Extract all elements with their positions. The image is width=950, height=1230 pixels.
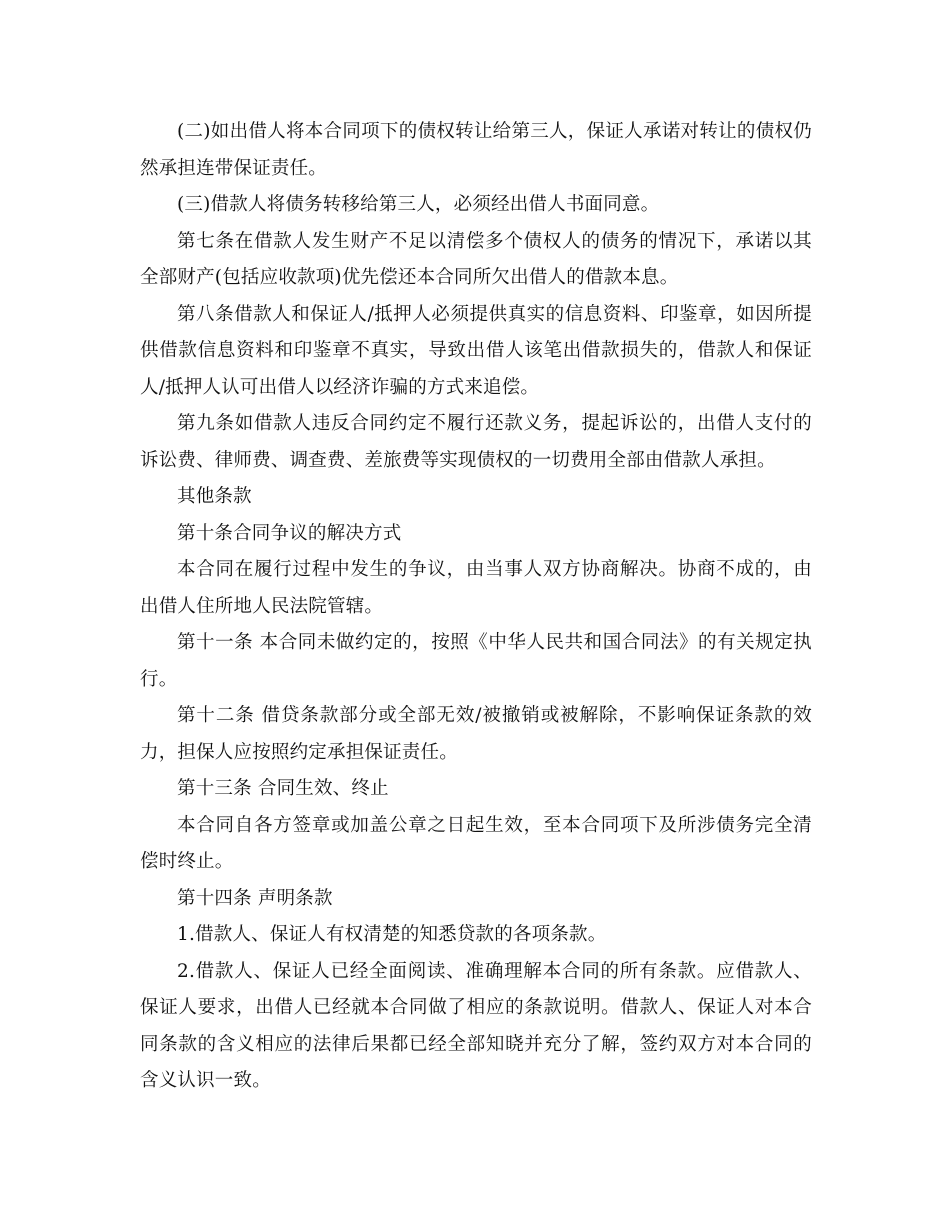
paragraph-article-7: 第七条在借款人发生财产不足以清偿多个债权人的债务的情况下，承诺以其全部财产(包括应收款项)优先偿还本合同所欠出借人的借款本息。 xyxy=(140,230,812,288)
paragraph-article-8: 第八条借款人和保证人/抵押人必须提供真实的信息资料、印鉴章，如因所提供借款信息资料和印鉴章不真实，导致出借人该笔出借款损失的，借款人和保证人/抵押人认可出借人以经济诈骗的方式来追偿。 xyxy=(140,303,812,398)
article-10-heading: 第十条合同争议的解决方式 xyxy=(177,522,402,544)
document-body xyxy=(140,114,812,1100)
paragraph-effect-termination: 本合同自各方签章或加盖公章之日起生效，至本合同项下及所涉债务完全清偿时终止。 xyxy=(140,814,812,872)
article-14-heading: 第十四条 声明条款 xyxy=(177,887,333,909)
paragraph-declaration-2: 2.借款人、保证人已经全面阅读、准确理解本合同的所有条款。应借款人、保证人要求，出借人已经就本合同做了相应的条款说明。借款人、保证人对本合同条款的含义相应的法律后果都已经全部知晓并充分了解，签约双方对本合同的含义认识一致。 xyxy=(140,960,812,1091)
paragraph-article-9: 第九条如借款人违反合同约定不履行还款义务，提起诉讼的，出借人支付的诉讼费、律师费、调查费、差旅费等实现债权的一切费用全部由借款人承担。 xyxy=(140,413,812,471)
paragraph-article-11: 第十一条 本合同未做约定的，按照《中华人民共和国合同法》的有关规定执行。 xyxy=(140,632,812,690)
article-13-heading: 第十三条 合同生效、终止 xyxy=(177,778,389,799)
section-heading-other-terms: 其他条款 xyxy=(177,486,252,507)
paragraph-declaration-1: 1.借款人、保证人有权清楚的知悉贷款的各项条款。 xyxy=(177,924,607,945)
paragraph-debt-transfer-guarantee: (二)如出借人将本合同项下的债权转让给第三人，保证人承诺对转让的债权仍然承担连带保证责任。 xyxy=(140,121,812,179)
paragraph-dispute-resolution: 本合同在履行过程中发生的争议，由当事人双方协商解决。协商不成的，由出借人住所地人民法院管辖。 xyxy=(140,559,812,617)
paragraph-article-12: 第十二条 借贷条款部分或全部无效/被撤销或被解除，不影响保证条款的效力，担保人应按照约定承担保证责任。 xyxy=(140,705,812,763)
paragraph-debt-transfer-consent: (三)借款人将债务转移给第三人，必须经出借人书面同意。 xyxy=(177,194,660,215)
